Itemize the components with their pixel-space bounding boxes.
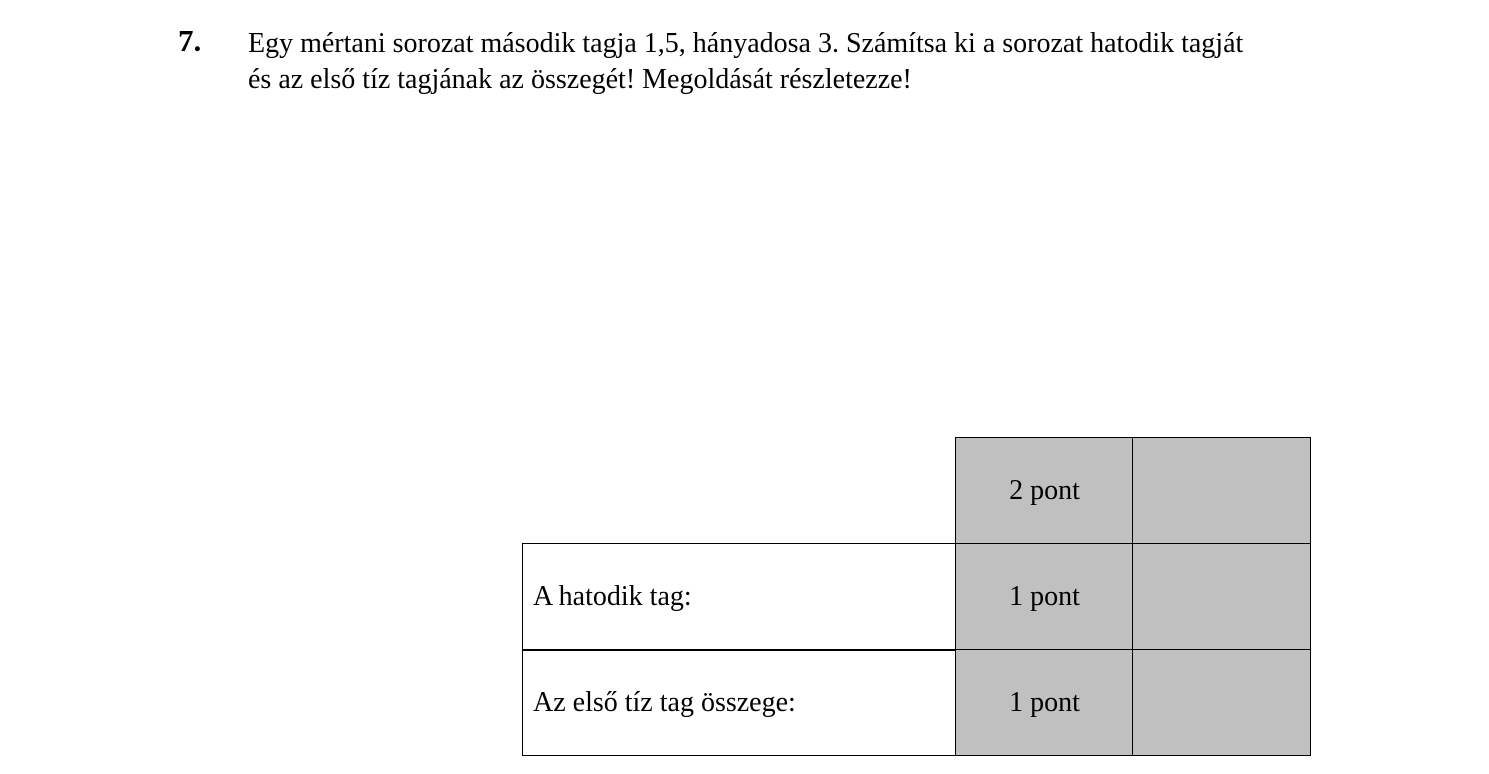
row2-points-cell: 1 pont <box>955 543 1134 651</box>
task-statement-line-2: és az első tíz tagjának az összegét! Megoldását részletezze! <box>248 64 912 95</box>
row2-label-cell: A hatodik tag: <box>522 543 957 651</box>
row1-score-cell[interactable] <box>1132 437 1311 545</box>
row1-points-cell: 2 pont <box>955 437 1134 545</box>
row3-points-cell: 1 pont <box>955 649 1134 756</box>
row3-score-cell[interactable] <box>1132 649 1311 756</box>
row2-score-cell[interactable] <box>1132 543 1311 651</box>
task-statement <box>248 26 1328 98</box>
task-number: 7. <box>178 23 202 58</box>
row3-label-cell: Az első tíz tag összege: <box>522 649 957 756</box>
task-statement-line-1: Egy mértani sorozat második tagja 1,5, hányadosa 3. Számítsa ki a sorozat hatodik tagját <box>248 28 1244 59</box>
